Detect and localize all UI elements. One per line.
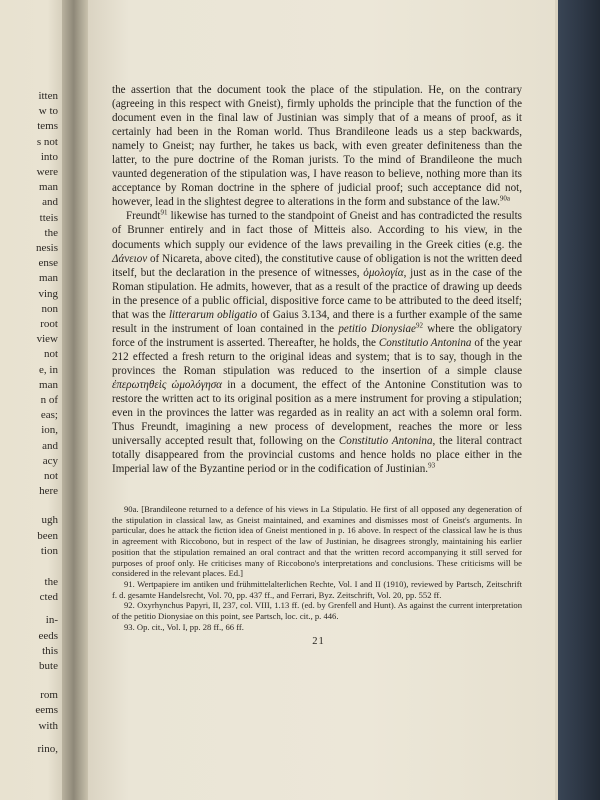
footnote-ref-91: 91 [160,208,168,217]
italic-term: Constitutio Antonina [378,336,472,349]
paragraph-1-text: the assertion that the document took the place of the stipulation. He, on the contrary (agreeing in this respect with Gneist), firmly upholds the principle that the function of the document even in the final law of Justinian was simply that of a means of proof, as it certainly had been in the Roman world. Thus Brandileone leads us a step backwards, namely to Gneist; nay further, he takes us back, with even greater definiteness than the latter, to the pure doctrine of the Roman jurists. To the mind of Brandileone the much vaunted degeneration of the stipulation was, I have reason to believe, nothing more than its acceptance by Roman doctrine in the sphere of judicial proof; such acceptance did not, however, lead in the slightest degree to alterations in the form and substance of the law. [112,84,522,209]
left-page-line-fragment: not [43,348,58,361]
left-page-line-fragment: bute [39,660,58,672]
body-text [112,83,522,476]
footnote-93: 93. Op. cit., Vol. I, pp. 28 ff., 66 ff. [124,621,244,632]
left-page-line-fragment: cted [39,591,58,604]
left-page-line-fragment: and [42,439,58,452]
italic-term: Constitutio Antonina [338,435,433,448]
footnote-ref-93: 93 [428,461,436,470]
footnote-92: 92. Oxyrhynchus Papyri, II, 237, col. VIII, 1.13 ff. (ed. by Grenfell and Hunt). As against the current interpretation of the petitio Dionysiae on this point, see Partsch, loc. cit., p. 446. [112,600,522,622]
left-page-line-fragment: man [39,272,58,285]
left-page-line-fragment: tion [40,544,58,557]
left-page-line-fragment: eems [35,704,58,717]
italic-term: petitio Dionysiae [338,322,416,335]
left-page-line-fragment: ugh [41,514,58,527]
left-page-line-fragment: ense [38,257,58,270]
left-page-line-fragment: man [39,181,58,194]
left-page-line-fragment: been [37,529,58,542]
left-page [0,0,68,800]
greek-term: ὁμολογία [363,266,404,279]
paragraph-1 [112,83,522,209]
book-cover [556,0,600,800]
footnote-ref-90a: 90a [499,194,511,203]
left-page-line-fragment: view [36,333,58,346]
footnote-ref-92: 92 [415,321,423,330]
left-page-line-fragment: s not [36,135,58,148]
text-run: Freundt [126,210,161,223]
left-page-line-fragment: eas; [40,409,58,422]
italic-term: litterarum obligatio [168,308,258,321]
left-page-line-fragment: with [38,719,58,732]
left-page-line-fragment: the [44,576,58,588]
footnotes [112,504,522,632]
left-page-line-fragment: e, in [39,363,58,376]
text-run: where the obligatory force of the instrument is asserted. Thereafter, he holds, the [112,322,523,349]
left-page-line-fragment: tems [37,120,58,133]
left-page-line-fragment: rom [40,689,58,702]
left-page-line-fragment: w to [38,105,58,118]
left-page-line-fragment: this [42,644,58,657]
left-page-line-fragment: rino, [37,742,58,755]
greek-term: Δάνειον [112,252,148,265]
text-run: of the year 212 effected a fresh return to the original ideas and system; that is to say, though in the provinces the Roman stipulation was reduced to the insertion of a simple clause [112,336,522,377]
left-page-line-fragment: here [39,485,58,498]
text-run: , just as in the case of the Roman stipulation. He admits, however, that as a result of the practice of drawing up deeds in the presence of a public official, dispositive force came to be attributed to the deed itself; that was the [112,266,522,321]
text-run: of Gaius 3.134, and there is a further example of the same result in the instrument of loan contained in the [112,308,522,335]
text-run: likewise has turned to the standpoint of Gneist and has contradicted the results of Brunner entirely and in fact those of Mitteis also. According to his view, in the documents which supply our evidence of the laws prevailing in the Greek cities (e.g. the [112,210,522,251]
left-page-line-fragment: the [44,226,58,239]
left-page-line-fragment: root [40,318,58,330]
left-page-line-fragment: were [36,166,58,178]
footnote-91: 91. Wertpapiere im antiken und frühmittelalterlichen Rechte, Vol. I and II (1910), reviewed by Partsch, Zeitschrift f. d. gesamte Handelsrecht, Vol. 70, pp. 437 ff., and Ferrari, Byz. Zeitschrift, Vol. 20, pp. 552 ff. [112,578,522,600]
left-page-line-fragment: eeds [38,629,58,642]
left-page-line-fragment: into [40,150,58,163]
left-page-line-fragment: in- [45,614,58,627]
greek-term: ἐπερωτηθεὶς ὡμολόγησα [112,378,222,391]
text-run: of Nicareta, above cited), the constitutive cause of obligation is not the written deed itself, but the declaration in the presence of witnesses, [112,252,522,279]
paragraph-2 [112,209,522,476]
left-page-line-fragment: n of [40,394,58,406]
page-number: 21 [312,636,325,647]
left-page-line-fragment: acy [42,454,58,467]
left-page-line-fragment: not [43,470,58,482]
left-page-line-fragment: ion, [41,424,58,437]
left-page-line-fragment: man [39,378,58,391]
left-page-line-fragment: non [41,302,58,315]
right-page [82,0,555,800]
left-page-line-fragment: nesis [36,242,58,254]
text-run: in a document, the effect of the Antonine Constitution was to restore the written act to its original position as a mere instrument for proving a stipulation; even in the provinces the latter was regarded as in reality an act with a solemn oral form. Thus Freundt, imagining a new process of development, reaches the more or less universally accepted result that, following on the [112,378,522,448]
left-page-line-fragment: and [42,196,58,209]
footnote-90a: 90a. [Brandileone returned to a defence of his views in La Stipulatio. He first of all opposed any degeneration of the stipulation in classical law, as Gneist maintained, and examines and dismisses most of Gneist's arguments. In particular, does he attack the fiction idea of Gneist mentioned in p. 16 above. In respect of the classical law he is thus in agreement with Riccobono, but in respect of the law of Justinian, he disagrees strongly, maintaining his earlier position that the stipulation remained an oral contract and that the written record accompanying it still served for purposes of proof only. He criticises many of Riccobono's interpretations and conclusions. These criticisms will be considered in the relevant places. Ed.] [112,504,522,579]
book-gutter [62,0,88,800]
left-page-line-fragment: itten [38,90,58,102]
left-page-line-fragment: ving [38,287,58,300]
left-page-line-fragment: tteis [39,211,58,224]
text-run: , the literal contract totally disappeared from the provincial customs and hence holds no place either in the Imperial law of the Byzantine period or in the codification of Justinian. [112,435,522,476]
